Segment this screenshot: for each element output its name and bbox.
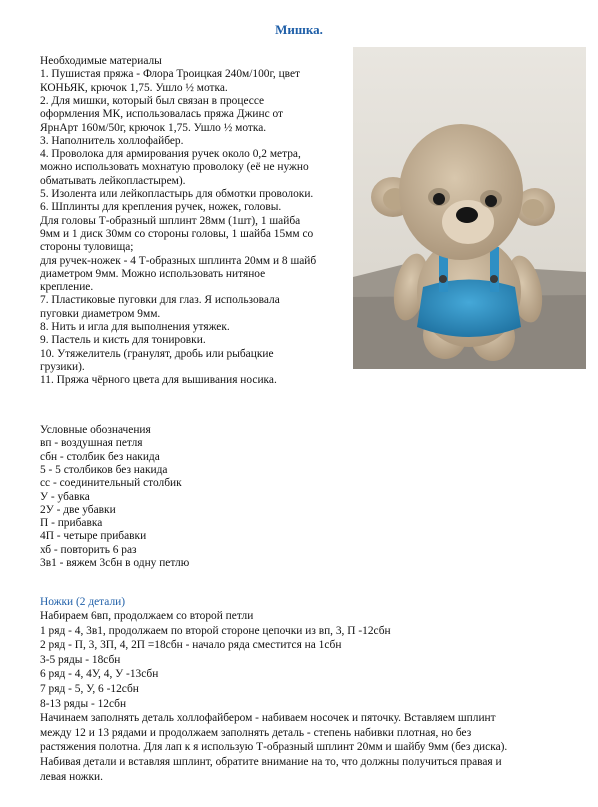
materials-line: 8. Нить и игла для выполнения утяжек.	[40, 321, 230, 333]
legs-line: 8-13 ряды - 12сбн	[40, 697, 127, 710]
materials-line: Для головы Т-образный шплинт 28мм (1шт), 1 шайба	[40, 214, 301, 227]
materials-line: Необходимые материалы	[40, 55, 162, 67]
document-title: Мишка.	[275, 22, 323, 37]
materials-line: обматывать лейкопластырем).	[40, 174, 186, 187]
materials-line: 9. Пастель и кисть для тонировки.	[40, 334, 206, 347]
legend-line: вп - воздушная петля	[40, 437, 143, 450]
legend-line: сс - соединительный столбик	[40, 477, 182, 490]
legend-line: сбн - столбик без накида	[40, 450, 160, 463]
legend-line: 5 - 5 столбиков без накида	[40, 463, 168, 476]
legend-line: 4П - четыре прибавки	[40, 530, 147, 543]
materials-line: 9мм и 1 диск 30мм со стороны головы, 1 шайба 15мм со	[40, 227, 314, 240]
legs-line: 2 ряд - П, 3, 3П, 4, 2П =18сбн - начало ряда сместится на 1сбн	[40, 639, 342, 652]
materials-line: КОНЬЯК, крючок 1,75. Ушло ½ мотка.	[40, 81, 228, 94]
legs-line: Набивая детали и вставляя шплинт, обратите внимание на то, что должны получиться правая и	[40, 756, 502, 768]
legs-line: растяжения полотна. Для лап к я использую Т-образный шплинт 20мм и шайбу 9мм (без диска).	[40, 741, 508, 754]
teddy-bear-photo	[353, 47, 586, 369]
materials-line: 11. Пряжа чёрного цвета для вышивания носика.	[40, 374, 277, 387]
materials-line: 1. Пушистая пряжа - Флора Троицкая 240м/100г, цвет	[40, 68, 301, 81]
section-heading-legs: Ножки (2 детали)	[40, 596, 126, 608]
teddy-bear-image	[353, 47, 586, 369]
legend-line: Условные обозначения	[40, 424, 151, 436]
legs-line: Набираем 6вп, продолжаем со второй петли	[40, 610, 254, 622]
materials-line: 3. Наполнитель холлофайбер.	[40, 134, 184, 147]
materials-line: 5. Изолента или лейкопластырь для обмотки проволоки.	[40, 188, 314, 200]
materials-line: 6. Шплинты для крепления ручек, ножек, головы.	[40, 201, 282, 214]
materials-line: оформления МК, использовалась пряжа Джинс от	[40, 108, 284, 121]
materials-line: 10. Утяжелитель (гранулят, дробь или рыбацкие	[40, 347, 274, 360]
legs-line: 7 ряд - 5, У, 6 -12сбн	[40, 683, 139, 695]
legs-line: Начинаем заполнять деталь холлофайбером - набиваем носочек и пяточку. Вставляем шплинт	[40, 712, 496, 725]
legs-line: 3-5 ряды - 18сбн	[40, 653, 121, 666]
materials-line: ЯрнАрт 160м/50г, крючок 1,75. Ушло ½ мотка.	[40, 121, 267, 134]
legend-line: 2У - две убавки	[40, 503, 116, 516]
legend-line: П - прибавка	[40, 517, 103, 530]
legend-line: У - убавка	[40, 490, 90, 503]
materials-line: грузики).	[40, 360, 85, 373]
materials-line: для ручек-ножек - 4 Т-образных шплинта 20мм и 8 шайб	[40, 254, 317, 267]
materials-line: 4. Проволока для армирования ручек около 0,2 метра,	[40, 148, 301, 161]
materials-line: можно использовать мохнатую проволоку (её не нужно	[40, 161, 309, 174]
legs-line: 1 ряд - 4, 3в1, продолжаем по второй стороне цепочки из вп, 3, П -12сбн	[40, 624, 391, 637]
legs-line: между 12 и 13 рядами и продолжаем заполнять деталь - степень набивки плотная, но без	[40, 726, 472, 739]
legend-line: 3в1 - вяжем 3сбн в одну петлю	[40, 557, 190, 569]
legs-line: левая ножки.	[40, 770, 103, 783]
materials-line: диаметром 9мм. Можно использовать нитяное	[40, 267, 266, 280]
materials-line: пуговки диаметром 9мм.	[40, 307, 161, 320]
legs-line: 6 ряд - 4, 4У, 4, У -13сбн	[40, 668, 159, 681]
legend-line: хб - повторить 6 раз	[40, 543, 137, 556]
materials-line: 7. Пластиковые пуговки для глаз. Я использовала	[40, 294, 280, 307]
materials-line: 2. Для мишки, который был связан в процессе	[40, 94, 265, 107]
materials-line: крепление.	[40, 281, 94, 294]
materials-line: стороны туловища;	[40, 241, 134, 254]
